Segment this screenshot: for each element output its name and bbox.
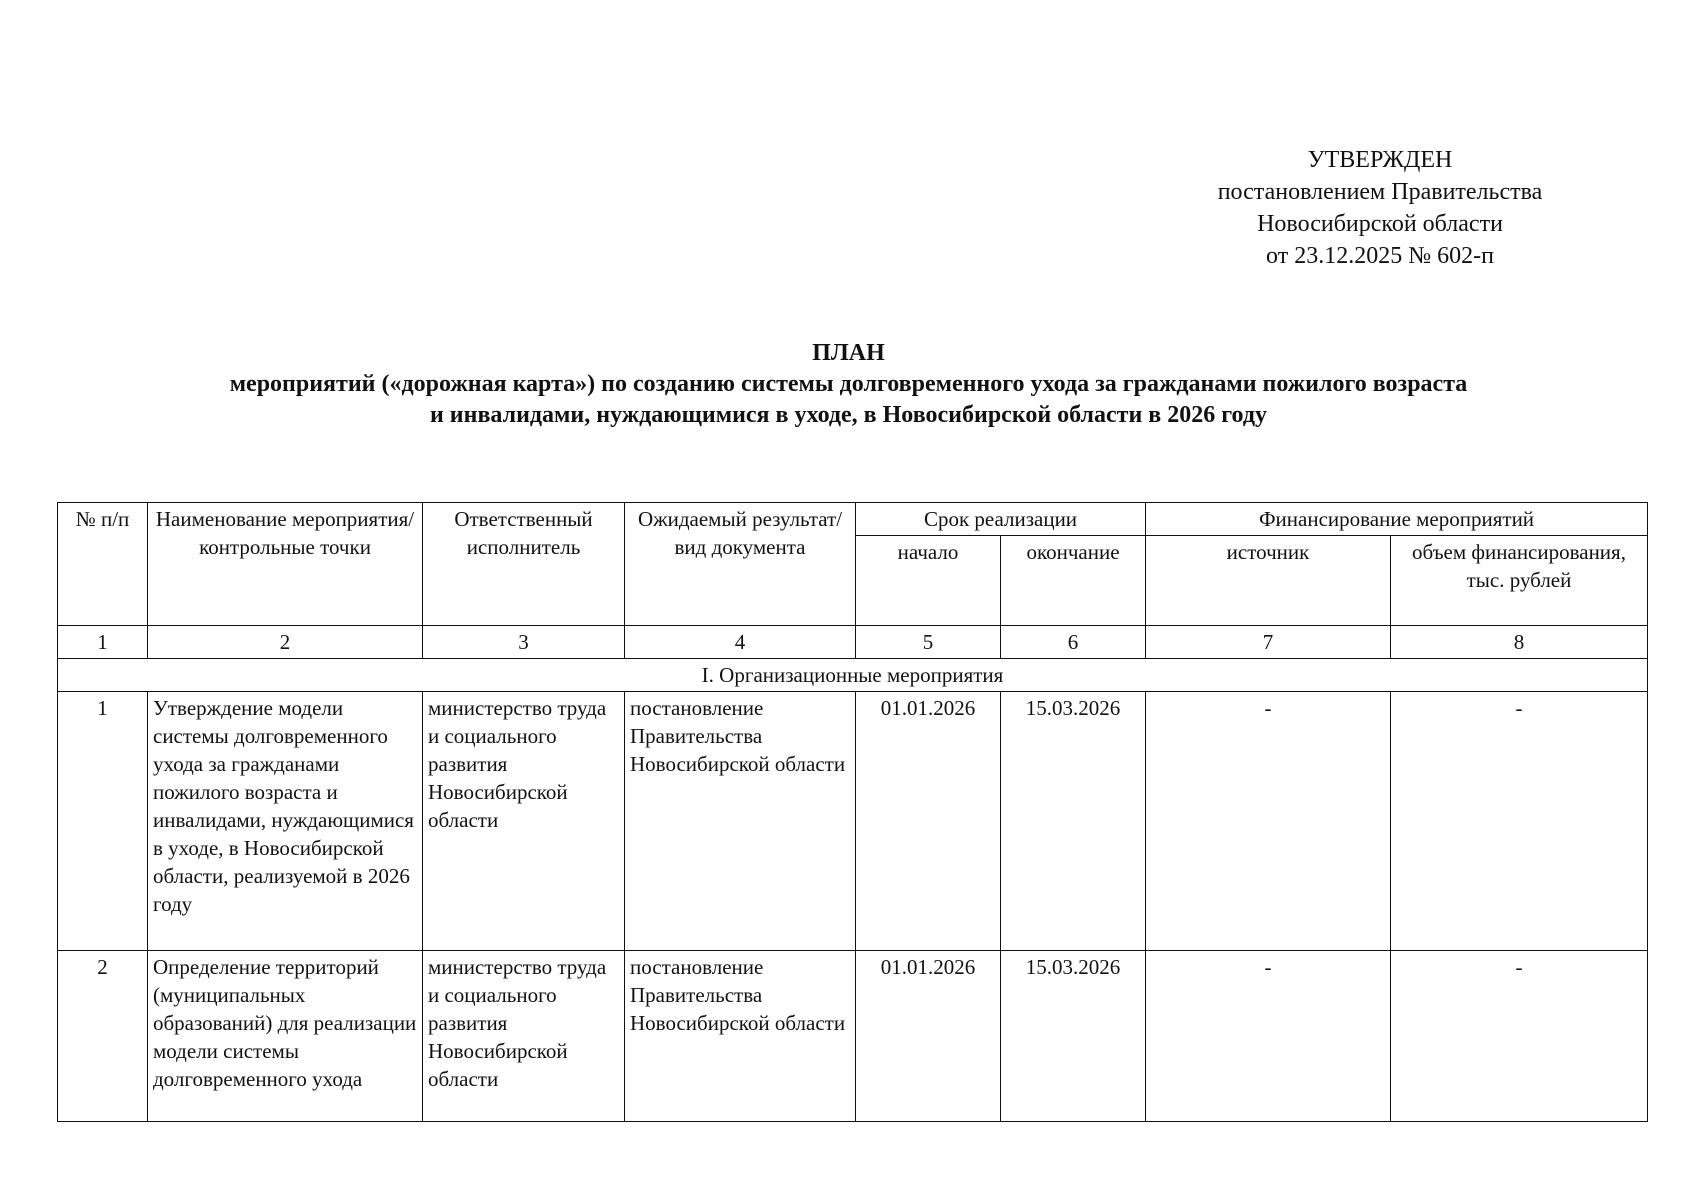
header-result: Ожидаемый результат/ вид документа [625, 503, 856, 626]
column-number: 5 [856, 626, 1001, 659]
column-number: 8 [1391, 626, 1648, 659]
row-name: Утверждение модели системы долговременного ухода за гражданами пожилого возраста и инвалидами, нуждающимися в уходе, в Новосибирской области, реализуемой в 2026 году [148, 692, 423, 951]
row-start-date: 01.01.2026 [856, 692, 1001, 951]
header-num: № п/п [58, 503, 148, 626]
row-start-date: 01.01.2026 [856, 951, 1001, 1122]
header-funding-source: источник [1146, 536, 1391, 626]
header-term: Срок реализации [856, 503, 1146, 536]
title-line-2: и инвалидами, нуждающимися в уходе, в Новосибирской области в 2026 году [429, 402, 1268, 428]
row-result: постановление Правительства Новосибирской области [625, 951, 856, 1122]
approval-line-region: Новосибирской области [1257, 211, 1503, 237]
row-funding-volume: - [1391, 692, 1648, 951]
row-end-date: 15.03.2026 [1001, 951, 1146, 1122]
table-row [58, 692, 1648, 951]
approval-line-approved: УТВЕРЖДЕН [1307, 147, 1453, 173]
row-num: 2 [58, 951, 148, 1122]
document-title [0, 338, 1697, 431]
row-end-date: 15.03.2026 [1001, 692, 1146, 951]
row-result: постановление Правительства Новосибирской области [625, 692, 856, 951]
section-title: I. Организационные мероприятия [58, 659, 1648, 692]
row-funding-source: - [1146, 692, 1391, 951]
row-funding-source: - [1146, 951, 1391, 1122]
table-row [58, 951, 1648, 1122]
column-number: 3 [423, 626, 625, 659]
row-executor: министерство труда и социального развития Новосибирской области [423, 692, 625, 951]
approval-line-resolution: постановлением Правительства [1217, 179, 1543, 205]
header-name: Наименование мероприятия/ контрольные точки [148, 503, 423, 626]
column-number: 6 [1001, 626, 1146, 659]
column-number: 7 [1146, 626, 1391, 659]
row-executor: министерство труда и социального развития Новосибирской области [423, 951, 625, 1122]
column-number: 2 [148, 626, 423, 659]
approval-line-date-number: от 23.12.2025 № 602-п [1266, 243, 1494, 269]
header-executor: Ответственный исполнитель [423, 503, 625, 626]
header-funding: Финансирование мероприятий [1146, 503, 1648, 536]
header-funding-volume: объем финансирования, тыс. рублей [1391, 536, 1648, 626]
row-num: 1 [58, 692, 148, 951]
title-line-1: мероприятий («дорожная карта») по созданию системы долговременного ухода за гражданами пожилого возраста [229, 371, 1468, 397]
column-number: 4 [625, 626, 856, 659]
plan-table [57, 502, 1648, 1122]
row-funding-volume: - [1391, 951, 1648, 1122]
header-term-start: начало [856, 536, 1001, 626]
column-number: 1 [58, 626, 148, 659]
header-term-end: окончание [1001, 536, 1146, 626]
section-row [58, 659, 1648, 692]
row-name: Определение территорий (муниципальных образований) для реализации модели системы долговременного ухода [148, 951, 423, 1122]
column-number-row [58, 626, 1648, 659]
approval-block [1150, 144, 1610, 272]
title-heading: ПЛАН [812, 340, 885, 366]
